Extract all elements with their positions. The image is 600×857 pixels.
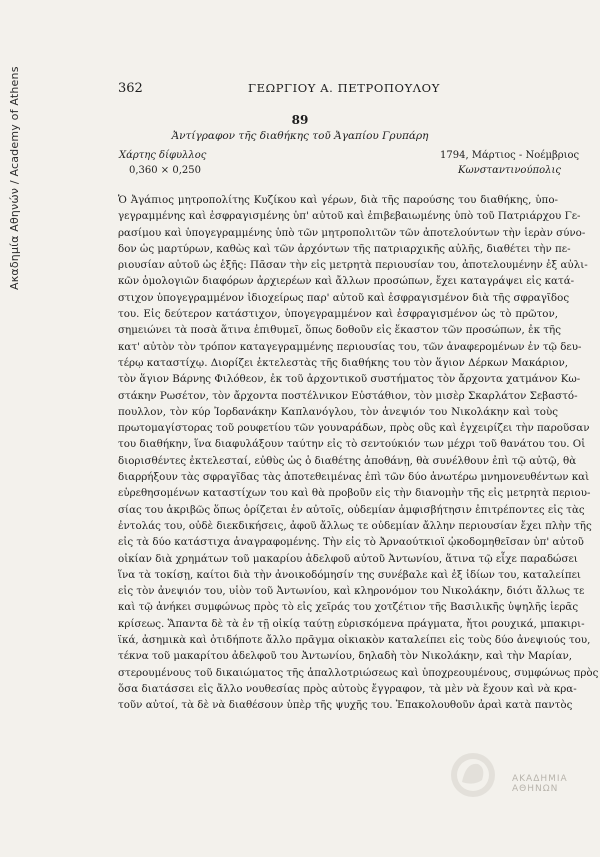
body-line: εἰς τὸν ἀνεψιόν του, υἱὸν τοῦ Ἀντωνίου, καὶ κληρονόμον του Νικολάκην, διότι ἄλλως τε	[118, 585, 585, 598]
body-line: ὅσα διατάσσει εἰς ἄλλο νουθεσίας πρὸς αὐτοὺς ἔγγραφον, τὰ μὲν νὰ ἔχουν καὶ νὰ κρα-	[118, 682, 577, 695]
body-line: τὸν ἅγιον Βάρνης Φιλόθεον, ἐκ τοῦ ἀρχοντικοῦ συστήματος τὸν ἄρχοντα χατμάνον Κω-	[118, 373, 581, 386]
body-line: κρίσεως. Ἅπαντα δὲ τὰ ἐν τῇ οἰκίᾳ ταύτῃ εὑρισκόμενα πράγματα, ἤτοι ρουχικά, μπακιρι-	[118, 617, 585, 630]
paper-dimensions: 0,360 × 0,250	[129, 165, 201, 176]
body-line: διαρρήξουν τὰς σφραγῖδας τὰς ἀποτεθειμένας ἐπὶ τῶν δύο ἀνωτέρω μνημονευθέντων καὶ	[118, 471, 590, 484]
body-line: εὑρεθησομένων καταστίχων του καὶ θὰ προβοῦν εἰς τὴν διανομὴν τῆς εἰς μετρητὰ περιου-	[118, 487, 591, 500]
document-date: 1794, Μάρτιος - Νοέμβριος	[440, 150, 580, 161]
paper-description: Χάρτης δίφυλλος	[119, 150, 207, 161]
document-place: Κωνσταντινούπολις	[458, 165, 561, 176]
body-line: κατ' αὐτὸν τὸν τρόπον καταγεγραμμένης περιουσίας του, τῶν ἀναφερομένων ἐν τῷ δευ-	[118, 340, 582, 353]
body-line: καὶ τῷ ἀνήκει συμφώνως πρὸς τὸ εἰς χεῖράς του χοτζέτιον τῆς Βασιλικῆς ὑψηλῆς ἱερᾶς	[118, 601, 579, 614]
body-line: του. Εἰς δεύτερον κατάστιχον, ὑπογεγραμμένον καὶ ἐσφραγισμένον ὡς τὸ πρῶτον,	[118, 308, 558, 321]
body-line: στερουμένους τοῦ δικαιώματος τῆς ἀπαλλοτριώσεως καὶ ὑποχρεουμένους, συμφώνως πρὸς	[118, 666, 599, 679]
running-head: ΓΕΩΡΓΙΟΥ Α. ΠΕΤΡΟΠΟΥΛΟΥ	[248, 81, 440, 95]
document-title: Ἀντίγραφον τῆς διαθήκης τοῦ Ἀγαπίου Γρυπάρη	[171, 130, 429, 142]
body-line: στιχον ὑπογεγραμμένον ἰδιοχείρως παρ' αὐτοῦ καὶ ἐσφραγισμένον διὰ τῆς σφραγῖδος	[118, 291, 570, 304]
body-line: πουλλον, τὸν κύρ Ἰορδανάκην Καπλανόγλου, τὸν ἀνεψιόν του Νικολάκην καὶ τοὺς	[118, 405, 558, 418]
body-line: οἰκίαν διὰ χρημάτων τοῦ μακαρίου ἀδελφοῦ αὐτοῦ Ἀντωνίου, ἅτινα τῷ εἶχε παραδώσει	[118, 552, 578, 565]
body-line: πρωτομαγίστορας τοῦ ρουφετίου τῶν γουναράδων, πρὸς οὓς καὶ ἐγχειρίζει τὴν παροῦσαν	[118, 422, 590, 435]
page-number: 362	[118, 81, 143, 96]
body-line: διορισθέντες ἐκτελεσταί, εὐθὺς ὡς ὁ διαθέτης ἀποθάνῃ, θὰ συνέλθουν ἐπὶ τῷ αὐτῷ, θὰ	[118, 454, 577, 467]
body-line: του διαθήκην, ἵνα διαφυλάξουν ταύτην εἰς τὸ σεντούκιόν των μέχρι τοῦ θανάτου του. Οἱ	[118, 438, 586, 451]
body-line: σημειώνει τὰ ποσὰ ἅτινα ἐπιθυμεῖ, ὅπως δοθοῦν εἰς ἕκαστον τῶν προσώπων, ἐκ τῆς	[118, 324, 561, 337]
watermark-text: ΑΚΑΔΗΜΙΑ ΑΘΗΝΩΝ	[512, 774, 568, 794]
body-line: κῶν ὁμολογιῶν διαφόρων ἀρχιερέων καὶ ἄλλων προσώπων, ἔχει καταγράψει εἰς κατά-	[118, 275, 575, 288]
body-line: τέρῳ καταστίχῳ. Διορίζει ἐκτελεστὰς τῆς διαθήκης του τὸν ἅγιον Δέρκων Μακάριον,	[118, 356, 569, 369]
body-line: δον ὡς μαρτύρων, καθὼς καὶ τῶν ἀρχόντων τῆς πατριαρχικῆς αὐλῆς, διαθέτει τὴν πε-	[118, 242, 571, 255]
body-line: ἵνα τὰ τοκίσῃ, καίτοι διὰ τὴν ἀνοικοδόμησίν της συνέβαλε καὶ ἐξ ἰδίων του, καταλείπει	[118, 568, 581, 581]
body-line: γεγραμμένης καὶ ἐσφραγισμένης ὑπ' αὐτοῦ καὶ ἐπιβεβαιωμένης ὑπὸ τοῦ Πατριάρχου Γε-	[118, 210, 581, 223]
body-line: ριουσίαν αὐτοῦ ὡς ἑξῆς: Πᾶσαν τὴν εἰς μετρητὰ περιουσίαν του, ἀποτελουμένην ἐξ αὐλι-	[118, 259, 588, 272]
body-line: ϊκά, ἀσημικὰ καὶ ὁτιδήποτε ἄλλο πρᾶγμα οἰκιακὸν καταλείπει εἰς τοὺς δύο ἀνεψιούς του,	[118, 634, 591, 647]
document-number: 89	[291, 113, 309, 127]
document-body	[118, 192, 599, 714]
body-line: ρασίμου καὶ ὑπογεγραμμένης ὑπὸ τῶν μητροπολιτῶν τῶν ἀποτελούντων τὴν ἱερὰν σύνο-	[118, 226, 586, 239]
body-line: τέκνα τοῦ μακαρίτου ἀδελφοῦ του Ἀντωνίου, δηλαδὴ τὸν Νικολάκην, καὶ τὴν Μαρίαν,	[118, 650, 573, 663]
body-line: ἐντολάς του, οὐδὲ διεκδικήσεις, ἀφοῦ ἄλλως τε οὐδεμίαν ἄλλην περιουσίαν ἔχει πλὴν τῆς	[118, 519, 592, 532]
body-line: στάκην Ρωσέτον, τὸν ἄρχοντα ποστέλνικον Εὐστάθιον, τὸν μισὲρ Σκαρλάτον Σεβαστό-	[118, 389, 578, 402]
body-line: εἰς τὰ δύο κατάστιχα ἀναγραφομένης. Τὴν εἰς τὸ Ἀρναούτκιοϊ ᾠκοδομηθεῖσαν ὑπ' αὐτοῦ	[118, 536, 584, 549]
body-line: τοῦν αὐτοί, τὰ δὲ νὰ διαθέσουν ὑπὲρ τῆς ψυχῆς του. Ἐπακολουθοῦν ἀραὶ κατὰ παντὸς	[118, 699, 573, 712]
body-line: Ὁ Ἀγάπιος μητροπολίτης Κυζίκου καὶ γέρων, διὰ τῆς παρούσης του διαθήκης, ὑπο-	[118, 194, 558, 206]
archive-side-label: Ακαδημία Αθηνών / Academy of Athens	[8, 66, 21, 290]
body-line: σίας του ἀκριβῶς ὅπως ὁρίζεται ἐν αὐτοῖς, οὐδεμίαν ἀμφισβήτησιν ἐπιτρέποντες εἰς τὰς	[118, 503, 585, 516]
